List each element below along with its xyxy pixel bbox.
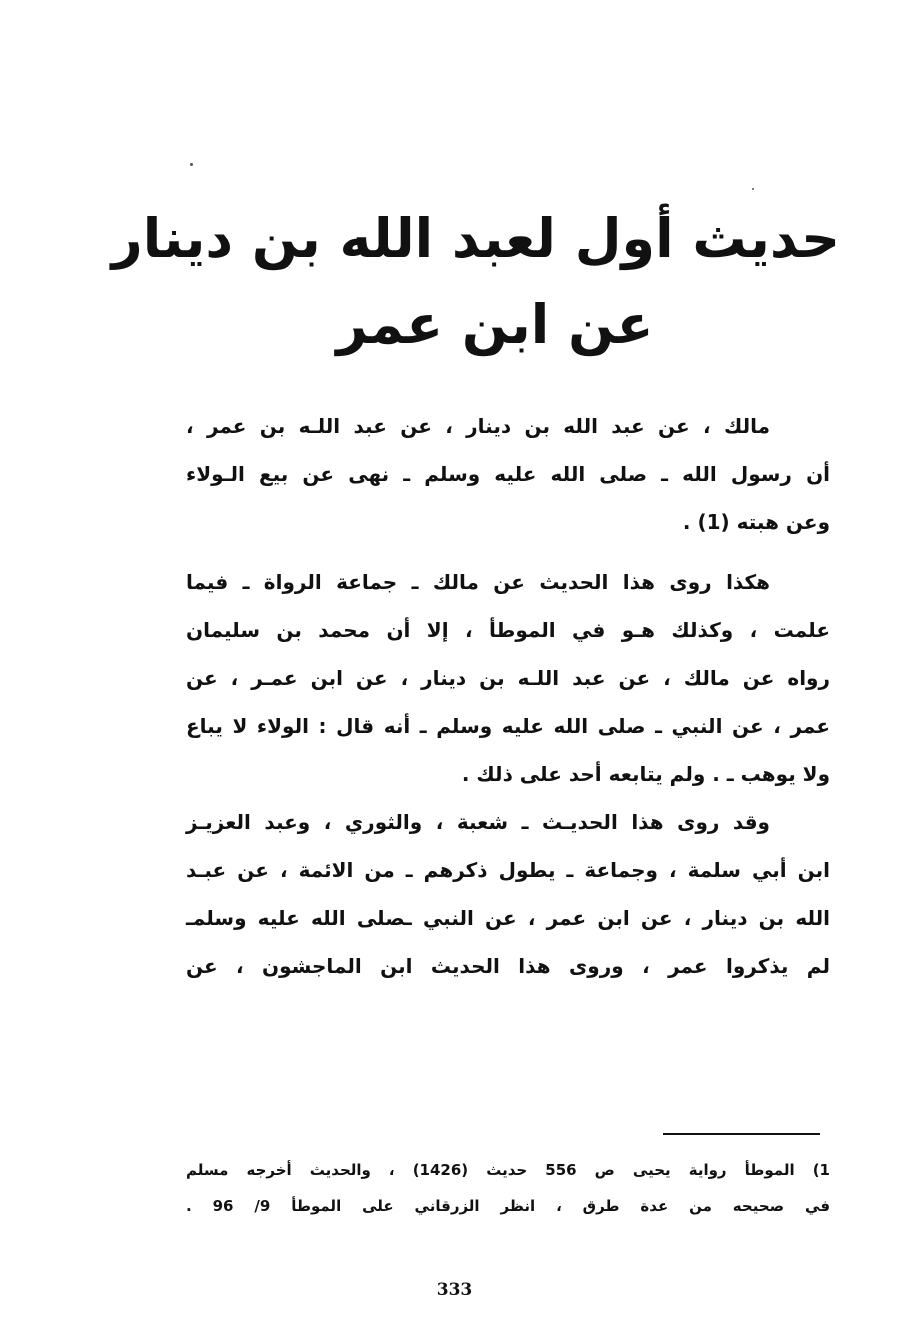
paragraph-line: أن رسول الله ـ صلى الله عليه وسلم ـ نهى عن بيع الـولاء [186,462,830,486]
paragraph-line: وقد روى هذا الحديـث ـ شعبة ، والثوري ، وعبد العزيـز [186,810,770,834]
paragraph-line: عمر ، عن النبي ـ صلى الله عليه وسلم ـ أنه قال : الولاء لا يباع [186,714,830,738]
paragraph-1 [186,402,830,546]
print-speck [752,188,754,190]
footnote-line: في صحيحه من عدة طرق ، انظر الزرقاني على الموطأ 9/ 96 . [186,1197,831,1215]
footnote-line: 1) الموطأ رواية يحيى ص 556 حديث (1426) ، والحديث أخرجه مسلم [186,1161,830,1179]
paragraph-line: علمت ، وكذلك هـو في الموطأ ، إلا أن محمد بن سليمان [186,618,830,642]
paragraph-line: ولا يوهب ـ . ولم يتابعه أحد على ذلك . [461,762,830,786]
paragraph-line: الله بن دينار ، عن ابن عمر ، عن النبي ـصلى الله عليه وسلمـ [186,906,830,930]
print-speck [190,163,193,166]
paragraph-3 [186,798,830,990]
paragraph-line: لم يذكروا عمر ، وروى هذا الحديث ابن الماجشون ، عن [186,954,830,978]
chapter-title-line-2: عن ابن عمر [336,293,654,356]
paragraph-line: وعن هبته (1) . [682,510,830,534]
footnote [186,1152,830,1224]
footnote-divider [663,1133,820,1135]
chapter-title-line-1: حديث أول لعبد الله بن دينار [111,207,840,270]
paragraph-line: رواه عن مالك ، عن عبد اللـه بن دينار ، عن ابن عمـر ، عن [186,666,830,690]
paragraph-line: ابن أبي سلمة ، وجماعة ـ يطول ذكرهم ـ من الائمة ، عن عبـد [186,858,830,882]
page-number: 333 [436,1280,473,1300]
paragraph-2 [186,558,830,798]
paragraph-line: مالك ، عن عبد الله بن دينار ، عن عبد اللـه بن عمر ، [186,414,770,438]
paragraph-line: هكذا روى هذا الحديث عن مالك ـ جماعة الرواة ـ فيما [186,570,770,594]
